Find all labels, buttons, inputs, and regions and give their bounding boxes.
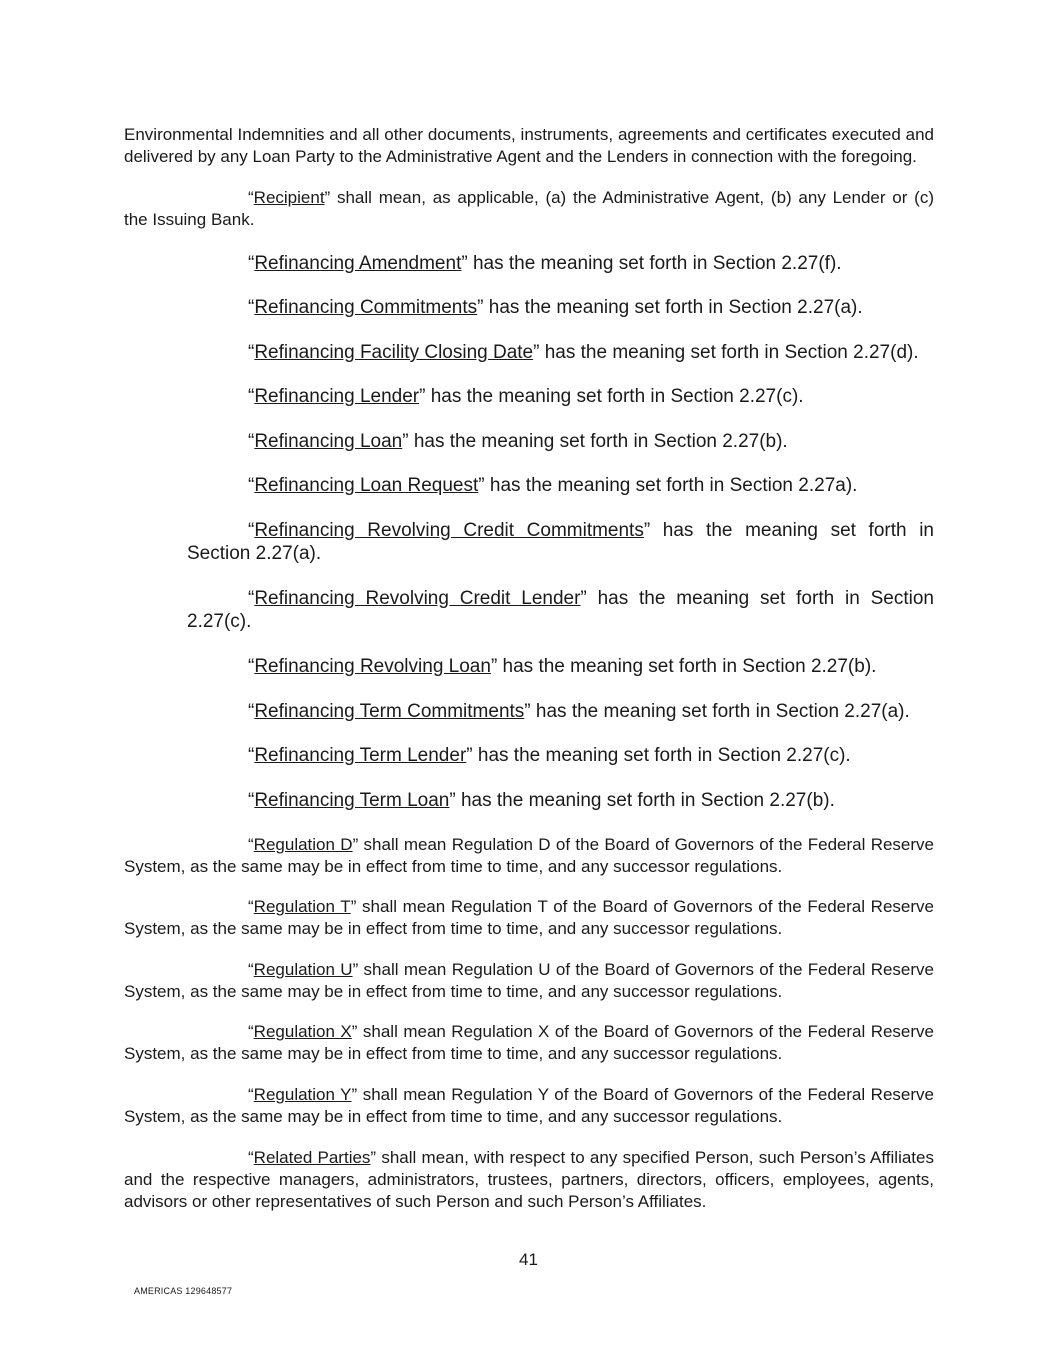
open-quote: “: [248, 297, 255, 318]
defined-term: Refinancing Revolving Credit Commitments: [254, 520, 644, 541]
defined-term: Regulation T: [253, 897, 351, 916]
page-number: 41: [519, 1250, 538, 1269]
definition-text: has the meaning set forth in Section 2.27(a).: [187, 520, 934, 564]
definition-text: has the meaning set forth in Section 2.27(a).: [530, 701, 910, 722]
defined-term: Regulation U: [253, 960, 353, 979]
open-quote: “: [248, 656, 255, 677]
defined-term: Refinancing Commitments: [254, 297, 478, 318]
close-quote: ”: [524, 701, 531, 722]
close-quote: ”: [370, 1148, 377, 1167]
defined-term: Refinancing Amendment: [254, 253, 462, 274]
definition-text: shall mean Regulation T of the Board of Governors of the Federal Reserve System, as the same may be in effect from time to time, and any successor regulations.: [124, 897, 934, 938]
definition-related-parties: [124, 1147, 934, 1213]
open-quote: “: [248, 1085, 254, 1104]
defined-term: Refinancing Revolving Loan: [254, 656, 491, 677]
definition-text: shall mean Regulation U of the Board of Governors of the Federal Reserve System, as the same may be in effect from time to time, and any successor regulations.: [124, 960, 934, 1001]
definition-regulation-u: [124, 959, 934, 1003]
close-quote: ”: [351, 1022, 358, 1041]
definition-refinancing-revolving-loan: [187, 655, 934, 678]
definition-text: shall mean, with respect to any specified Person, such Person’s Affiliates and the respective managers, administrators, trustees, partners, directors, officers, employees, agents, advisors or other representatives of such Person and such Person’s Affiliates.: [124, 1148, 934, 1211]
open-quote: “: [248, 253, 255, 274]
close-quote: ”: [490, 656, 498, 677]
definition-refinancing-revolving-credit-commitments: [187, 519, 934, 565]
definition-refinancing-term-loan: [187, 789, 934, 812]
definition-refinancing-facility-closing-date: [187, 341, 934, 364]
defined-term: Regulation X: [253, 1022, 352, 1041]
definition-regulation-d: [124, 834, 934, 878]
definition-text: has the meaning set forth in Section 2.27(b).: [497, 656, 877, 677]
definition-regulation-y: [124, 1084, 934, 1128]
open-quote: “: [248, 520, 255, 541]
definition-refinancing-loan-request: [187, 474, 934, 497]
definition-refinancing-amendment: [187, 252, 934, 275]
definition-text: has the meaning set forth in Section 2.27(f).: [467, 253, 842, 274]
close-quote: ”: [351, 1085, 358, 1104]
defined-term: Refinancing Revolving Credit Lender: [254, 588, 581, 609]
close-quote: ”: [419, 386, 426, 407]
definition-text: shall mean Regulation X of the Board of Governors of the Federal Reserve System, as the same may be in effect from time to time, and any successor regulations.: [124, 1022, 935, 1063]
close-quote: ”: [352, 835, 359, 854]
definition-text: has the meaning set forth in Section 2.27(b).: [455, 790, 835, 811]
defined-term: Refinancing Facility Closing Date: [254, 342, 534, 363]
definition-text: has the meaning set forth in Section 2.27(c).: [472, 745, 851, 766]
definition-text: shall mean Regulation Y of the Board of Governors of the Federal Reserve System, as the same may be in effect from time to time, and any successor regulations.: [124, 1085, 934, 1126]
open-quote: “: [248, 588, 255, 609]
definition-text: shall mean Regulation D of the Board of Governors of the Federal Reserve System, as the same may be in effect from time to time, and any successor regulations.: [124, 835, 934, 876]
defined-term: Refinancing Term Lender: [254, 745, 467, 766]
defined-term: Recipient: [253, 188, 325, 207]
defined-term: Refinancing Term Commitments: [254, 701, 525, 722]
intro-paragraph: [124, 124, 934, 168]
defined-term: Regulation Y: [253, 1085, 352, 1104]
defined-term: Refinancing Term Loan: [254, 790, 450, 811]
open-quote: “: [248, 342, 255, 363]
open-quote: “: [248, 1148, 254, 1167]
close-quote: ”: [449, 790, 456, 811]
close-quote: ”: [402, 431, 409, 452]
definition-refinancing-revolving-credit-lender: [187, 587, 934, 633]
close-quote: ”: [533, 342, 540, 363]
defined-term: Refinancing Loan Request: [254, 475, 479, 496]
definition-text: has the meaning set forth in Section 2.27(a).: [483, 297, 863, 318]
definition-refinancing-term-commitments: [187, 700, 934, 723]
open-quote: “: [248, 835, 254, 854]
open-quote: “: [248, 431, 255, 452]
open-quote: “: [248, 701, 255, 722]
close-quote: ”: [350, 897, 357, 916]
intro-text: Environmental Indemnities and all other documents, instruments, agreements and certificates executed and delivered by any Loan Party to the Administrative Agent and the Lenders in connection with the foregoing.: [124, 125, 934, 166]
close-quote: ”: [461, 253, 468, 274]
close-quote: ”: [477, 297, 484, 318]
definition-refinancing-lender: [187, 385, 934, 408]
close-quote: ”: [324, 188, 331, 207]
defined-term: Refinancing Loan: [254, 431, 403, 452]
close-quote: ”: [643, 520, 651, 541]
definition-regulation-x: [124, 1021, 934, 1065]
open-quote: “: [248, 188, 254, 207]
definition-regulation-t: [124, 896, 934, 940]
definition-text: has the meaning set forth in Section 2.27(c).: [187, 588, 934, 632]
open-quote: “: [248, 960, 254, 979]
defined-term: Refinancing Lender: [254, 386, 420, 407]
definition-recipient: [124, 187, 934, 231]
close-quote: ”: [478, 475, 485, 496]
defined-term: Regulation D: [253, 835, 353, 854]
close-quote: ”: [352, 960, 359, 979]
document-id: AMERICAS 129648577: [134, 1286, 233, 1296]
close-quote: ”: [580, 588, 587, 609]
defined-term: Related Parties: [253, 1148, 371, 1167]
definition-text: has the meaning set forth in Section 2.27(d).: [539, 342, 919, 363]
open-quote: “: [248, 790, 255, 811]
definition-text: has the meaning set forth in Section 2.27(b).: [408, 431, 788, 452]
definition-text: has the meaning set forth in Section 2.27a).: [484, 475, 858, 496]
close-quote: ”: [466, 745, 473, 766]
open-quote: “: [248, 745, 255, 766]
open-quote: “: [248, 897, 254, 916]
definition-text: has the meaning set forth in Section 2.27(c).: [425, 386, 804, 407]
definition-refinancing-commitments: [187, 296, 934, 319]
open-quote: “: [248, 1022, 254, 1041]
definition-refinancing-term-lender: [187, 744, 934, 767]
open-quote: “: [248, 386, 255, 407]
open-quote: “: [248, 475, 255, 496]
definition-refinancing-loan: [187, 430, 934, 453]
definition-text: shall mean, as applicable, (a) the Administrative Agent, (b) any Lender or (c) the Issuing Bank.: [124, 188, 934, 229]
